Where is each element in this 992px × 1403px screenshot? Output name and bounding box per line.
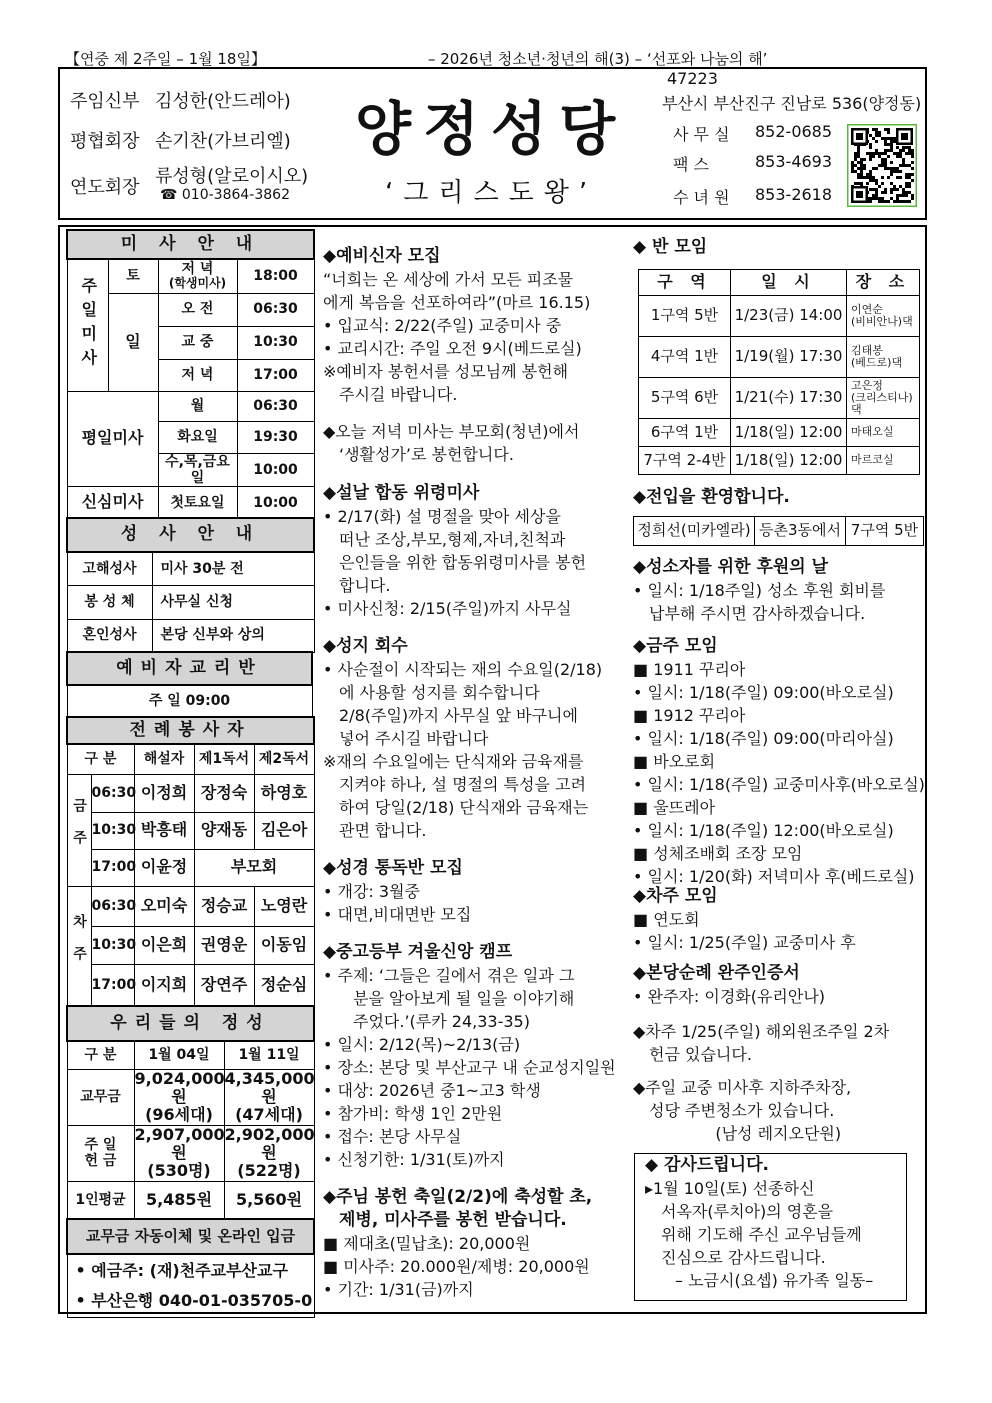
reader1: 장정숙 [194,774,254,812]
notice-line: 주시길 바랍니다. [339,385,458,404]
group-meeting-table [638,269,920,475]
catechumen-table [66,651,313,718]
newcomer-from: 등촌3동에서 [755,517,846,546]
address: 부산시 부산진구 진남로 536(양정동) [662,94,922,113]
notice-line: ◆차주 1/25(주일) 해외원조주일 2차 [633,1022,890,1041]
notice-line: ◆오늘 저녁 미사는 부모회(청년)에서 [323,422,580,441]
amount: 5,485원 [134,1181,224,1219]
notice-section [323,482,586,620]
place [847,337,920,378]
notice-line: 분을 알아보게 될 일을 이야기해 [353,989,575,1008]
notice-line: ■ 울뜨레아 [633,798,716,817]
notice-line: • 접수: 본당 사무실 [323,1127,462,1146]
reader1: 정승교 [194,886,254,926]
notice-section [633,1076,851,1145]
notice-line: 서옥자(루치아)의 영혼을 [661,1202,834,1221]
place-home: (베드로)댁 [851,356,903,369]
reader1: 권영운 [194,926,254,964]
notice-heading: ◆예비신자 모집 [323,246,441,266]
office-label: 사 무 실 [673,125,730,144]
notice-section [323,941,616,1171]
convent-phone: 853-2618 [755,185,833,204]
place-host: 마르코실 [851,453,894,467]
mass-name: 오 전 [158,293,237,326]
pastor-role: 주임신부 [70,91,140,112]
notice-section [323,635,602,842]
datetime: 1/18(일) 12:00 [731,447,847,475]
notice-section [323,420,579,466]
notice-section [633,635,925,888]
count: (47세대) [235,1105,303,1125]
yeondo-name: 류성형(알로이시오) [155,166,309,187]
mass-time: 19:30 [237,421,314,453]
notice-line: ■ 1911 꾸리아 [633,660,746,679]
notice-heading: ◆주님 봉헌 축일(2/2)에 축성할 초, [323,1187,593,1207]
amount: 9,024,000원 [134,1068,225,1106]
notice-section [323,1186,592,1301]
notice-line: ‘생활성가’로 봉헌합니다. [339,445,514,464]
notice-line: • 일시: 1/18(주일) 교중미사후(바오로실) [633,775,925,794]
notice-line: • 참가비: 학생 1인 2만원 [323,1104,503,1123]
catechumen-time: 주 일 09:00 [67,685,312,717]
fax-label: 팩 스 [673,155,709,174]
district: 6구역 1반 [639,419,731,447]
place [847,378,920,419]
church-name: 양정성당 [355,95,628,163]
count: (96세대) [145,1105,213,1125]
notice-line: 넣어 주시길 바랍니다 [339,729,489,748]
district: 5구역 6반 [639,378,731,419]
convent-label: 수 녀 원 [673,188,730,207]
notice-section [633,885,856,954]
sacrament-name: 봉 성 체 [67,585,152,619]
bank-title: 교무금 자동이체 및 온라인 입금 [67,1219,314,1254]
mass-sub: (학생미사) [168,276,227,291]
col-header: 장 소 [847,270,920,296]
mass-name: 월 [158,391,237,421]
fax-phone: 853-4693 [755,152,833,171]
newcomer-district: 7구역 5반 [846,517,924,546]
mass-time: 18:00 [237,259,314,293]
catechumen-title: 예비자교리반 [67,652,312,685]
amount: 2,902,000원 [224,1124,315,1163]
offering-kind: 주 일 [84,1137,117,1154]
table-row [639,419,920,447]
mass-time: 10:30 [237,326,314,359]
col-header: 구 역 [639,270,731,296]
notice-line: 진심으로 감사드립니다. [661,1248,826,1267]
account-holder: • 예금주: (재)천주교부산교구 [67,1254,314,1286]
count: (530명) [147,1161,211,1181]
amount: 2,907,000원 [134,1124,225,1163]
sacrament-name: 혼인성사 [67,619,152,652]
notice-line: ▸1월 10일(토) 선종하신 [645,1179,815,1198]
notice-line: 관면 합니다. [339,821,427,840]
mass-name: 저 녁 [181,261,214,278]
saturday-label: 토 [108,259,158,293]
commentator: 박흥태 [134,812,194,849]
amount: 5,560원 [224,1181,314,1219]
notice-heading: ◆성경 통독반 모집 [323,858,463,878]
place [847,447,920,475]
notice-line: • 일시: 1/25(주일) 교중미사 후 [633,933,856,952]
mass-title: 미 사 안 내 [67,230,314,259]
qr-code-icon[interactable] [847,124,917,207]
offering-kind-2: 헌 금 [84,1153,117,1170]
notice-heading: ◆금주 모임 [633,636,718,656]
place-host: 이연순 [851,302,883,316]
commentator: 오미숙 [134,886,194,926]
offering-kind: 교무금 [67,1069,134,1125]
district: 4구역 1반 [639,337,731,378]
church-patron: ‘그리스도왕’ [385,178,598,208]
notice-line: 은인들을 위한 합동위령미사를 봉헌 [339,553,587,572]
notice-line: 주었다.’(루카 24,33-35) [353,1012,530,1031]
notice-section [323,857,471,926]
datetime: 1/23(금) 14:00 [731,296,847,337]
col-header: 해설자 [134,744,194,774]
commentator: 이윤정 [134,849,194,886]
reader1: 장연주 [194,964,254,1006]
sunday-mass-label: 주일미사 [67,259,108,391]
notice-line: • 일시: 1/18주일) 성소 후원 회비를 [633,581,886,600]
reader2: 하영호 [254,774,314,812]
col-header: 1월 11일 [224,1041,314,1069]
newcomer-name: 정희선(미카엘라) [634,517,755,546]
council-name: 손기찬(가브리엘) [155,131,291,152]
postal-code: 47223 [667,69,718,88]
notice-section [633,962,825,1008]
notice-line: 떠난 조상,부모,형제,자녀,친척과 [339,530,566,549]
notice-line: ■ 성체조배회 조장 모임 [633,844,803,863]
table-row [639,447,920,475]
pastor-name: 김성한(안드레아) [155,91,291,112]
notice-heading: ◆성소자를 위한 후원의 날 [633,557,829,577]
sacrament-info: 미사 30분 전 [152,552,314,585]
place [847,419,920,447]
notice-heading: ◆ 감사드립니다. [645,1155,769,1175]
mass-name: 수,목,금요일 [158,453,237,486]
col-header: 제1독서 [194,744,254,774]
notice-line: ■ 미사주: 20.000원/제병: 20,000원 [323,1257,590,1276]
notice-line: • 교리시간: 주일 오전 9시(베드로실) [323,339,582,358]
notice-line: 2/8(주일)까지 사무실 앞 바구니에 [339,706,578,725]
year-theme: – 2026년 청소년·청년의 해(3) – ‘선포와 나눔의 해’ [428,50,768,68]
time: 06:30 [91,774,134,812]
reader2: 노영란 [254,886,314,926]
datetime: 1/21(수) 17:30 [731,378,847,419]
notice-heading: ◆본당순례 완주인증서 [633,963,800,983]
notice-line: 성당 주변청소가 있습니다. [649,1101,835,1120]
yeondo-phone: ☎ 010-3864-3862 [160,187,290,203]
time: 10:30 [91,926,134,964]
sacrament-title: 성 사 안 내 [67,518,314,552]
datetime: 1/19(월) 17:30 [731,337,847,378]
mass-time: 17:00 [237,359,314,391]
notice-line: • 일시: 1/18(주일) 09:00(바오로실) [633,683,894,702]
sacrament-table [66,517,315,653]
notice-line: 위해 기도해 주신 교우님들께 [661,1225,862,1244]
col-header: 구 분 [67,744,134,774]
notice-line: • 일시: 1/20(화) 저녁미사 후(베드로실) [633,867,915,886]
notice-line: • 일시: 1/18(주일) 09:00(마리아실) [633,729,894,748]
next-week-label: 차주 [67,886,91,1006]
notice-line: • 입교식: 2/22(주일) 교중미사 중 [323,316,562,335]
notice-line: • 주제: ‘그들은 길에서 겪은 일과 그 [323,966,575,985]
notice-line: • 개강: 3월중 [323,882,421,901]
mass-name: 저 녁 [158,359,237,391]
mass-time: 10:00 [237,486,314,519]
mass-name: 교 중 [158,326,237,359]
col-header: 일 시 [731,270,847,296]
sacrament-info: 사무실 신청 [152,585,314,619]
week-label: 【연중 제 2주일 – 1월 18일】 [65,50,266,68]
mass-schedule-table [66,229,315,520]
sacrament-info: 본당 신부와 상의 [152,619,314,652]
group-meeting-heading: ◆ 반 모임 [633,237,708,257]
time: 06:30 [91,886,134,926]
table-row [639,337,920,378]
notice-line: 헌금 있습니다. [649,1045,752,1064]
devotion-mass-label: 신심미사 [67,486,158,519]
office-phone: 852-0685 [755,122,833,141]
place-host: 김태봉 [851,343,883,357]
notice-heading: ◆설날 합동 위령미사 [323,483,480,503]
council-role: 평협회장 [70,131,140,152]
readers: 부모회 [194,849,314,886]
notice-line: 합니다. [339,576,391,595]
place [847,296,920,337]
time: 17:00 [91,849,134,886]
table-row [639,378,920,419]
notice-section [633,556,885,625]
notice-line: ■ 1912 꾸리아 [633,706,746,725]
notice-heading-2: 제병, 미사주를 봉헌 받습니다. [339,1210,567,1230]
notice-line: • 2/17(화) 설 명절을 맞아 세상을 [323,507,561,526]
notice-line: 지켜야 하나, 설 명절의 특성을 고려 [339,775,586,794]
liturgy-title: 전례봉사자 [67,717,314,744]
notice-section [633,1020,889,1066]
notice-line: • 기간: 1/31(금)까지 [323,1280,474,1299]
commentator: 이정희 [134,774,194,812]
mass-name: 화요일 [158,421,237,453]
notice-line: • 신청기한: 1/31(토)까지 [323,1150,505,1169]
bank-account: • 부산은행 040-01-035705-0 [67,1286,314,1317]
notice-line: 납부해 주시면 감사하겠습니다. [649,604,866,623]
place-home: (크리스티나)댁 [851,390,913,417]
notice-line: • 장소: 본당 및 부산교구 내 순교성지일원 [323,1058,616,1077]
notice-line: – 노금시(요셉) 유가족 일동– [675,1271,874,1290]
place-host: 마태오실 [851,425,894,439]
welcome-table [633,516,924,546]
yeondo-role: 연도회장 [70,177,140,198]
time: 10:30 [91,812,134,849]
notice-line: ■ 바오로회 [633,752,716,771]
mass-time: 06:30 [237,293,314,326]
notice-line: • 일시: 2/12(목)~2/13(금) [323,1035,521,1054]
col-header: 1월 04일 [134,1041,224,1069]
place-home: (비비안나)댁 [851,315,913,328]
notice-section [323,245,590,406]
sacrament-name: 고해성사 [67,552,152,585]
notice-line: ◆주일 교중 미사후 지하주차장, [633,1078,852,1097]
notice-line: “너희는 온 세상에 가서 모든 피조물 [323,270,574,289]
notice-heading: ◆성지 회수 [323,636,408,656]
mass-name: 첫토요일 [158,486,237,519]
col-header: 구 분 [67,1041,134,1069]
sunday-label: 일 [108,293,158,391]
district: 7구역 2-4반 [639,447,731,475]
reader2: 정순심 [254,964,314,1006]
table-row [639,296,920,337]
liturgy-ministers-table [66,716,315,1007]
notice-line: • 완주자: 이경화(유리안나) [633,987,826,1006]
notice-line: • 사순절이 시작되는 재의 수요일(2/18) [323,660,603,679]
offering-table [66,1005,315,1318]
this-week-label: 금주 [67,774,91,886]
count: (522명) [237,1161,301,1181]
notice-line: 하여 당일(2/18) 단식재와 금육재는 [339,798,589,817]
offering-kind: 1인평균 [67,1181,134,1219]
notice-line: • 일시: 1/18(주일) 12:00(바오로실) [633,821,894,840]
notice-line: 에게 복음을 선포하여라”(마르 16.15) [323,293,591,312]
reader1: 양재동 [194,812,254,849]
reader2: 김은아 [254,812,314,849]
notice-section [645,1154,873,1292]
mass-time: 10:00 [237,453,314,486]
notice-line: ※예비자 봉헌서를 성모님께 봉헌해 [323,362,569,381]
datetime: 1/18(일) 12:00 [731,419,847,447]
notice-line: 에 사용할 성지를 회수합니다 [339,683,540,702]
notice-line: • 미사신청: 2/15(주일)까지 사무실 [323,599,572,618]
notice-line: • 대상: 2026년 중1~고3 학생 [323,1081,541,1100]
commentator: 이지희 [134,964,194,1006]
amount: 4,345,000원 [224,1068,315,1106]
reader2: 이동임 [254,926,314,964]
notice-line: ■ 제대초(밀납초): 20,000원 [323,1234,531,1253]
notice-line: ■ 연도회 [633,910,700,929]
place-host: 고은정 [851,378,883,392]
time: 17:00 [91,964,134,1006]
notice-line: (남성 레지오단원) [715,1124,842,1143]
notice-line: ※재의 수요일에는 단식재와 금육재를 [323,752,584,771]
col-header: 제2독서 [254,744,314,774]
notice-heading: ◆차주 모임 [633,886,718,906]
offering-title: 우리들의 정성 [67,1006,314,1041]
mass-time: 06:30 [237,391,314,421]
notice-heading: ◆중고등부 겨울신앙 캠프 [323,942,513,962]
weekday-mass-label: 평일미사 [67,391,158,486]
commentator: 이은희 [134,926,194,964]
notice-line: • 대면,비대면반 모집 [323,905,472,924]
welcome-heading: ◆전입을 환영합니다. [633,487,790,507]
district: 1구역 5반 [639,296,731,337]
